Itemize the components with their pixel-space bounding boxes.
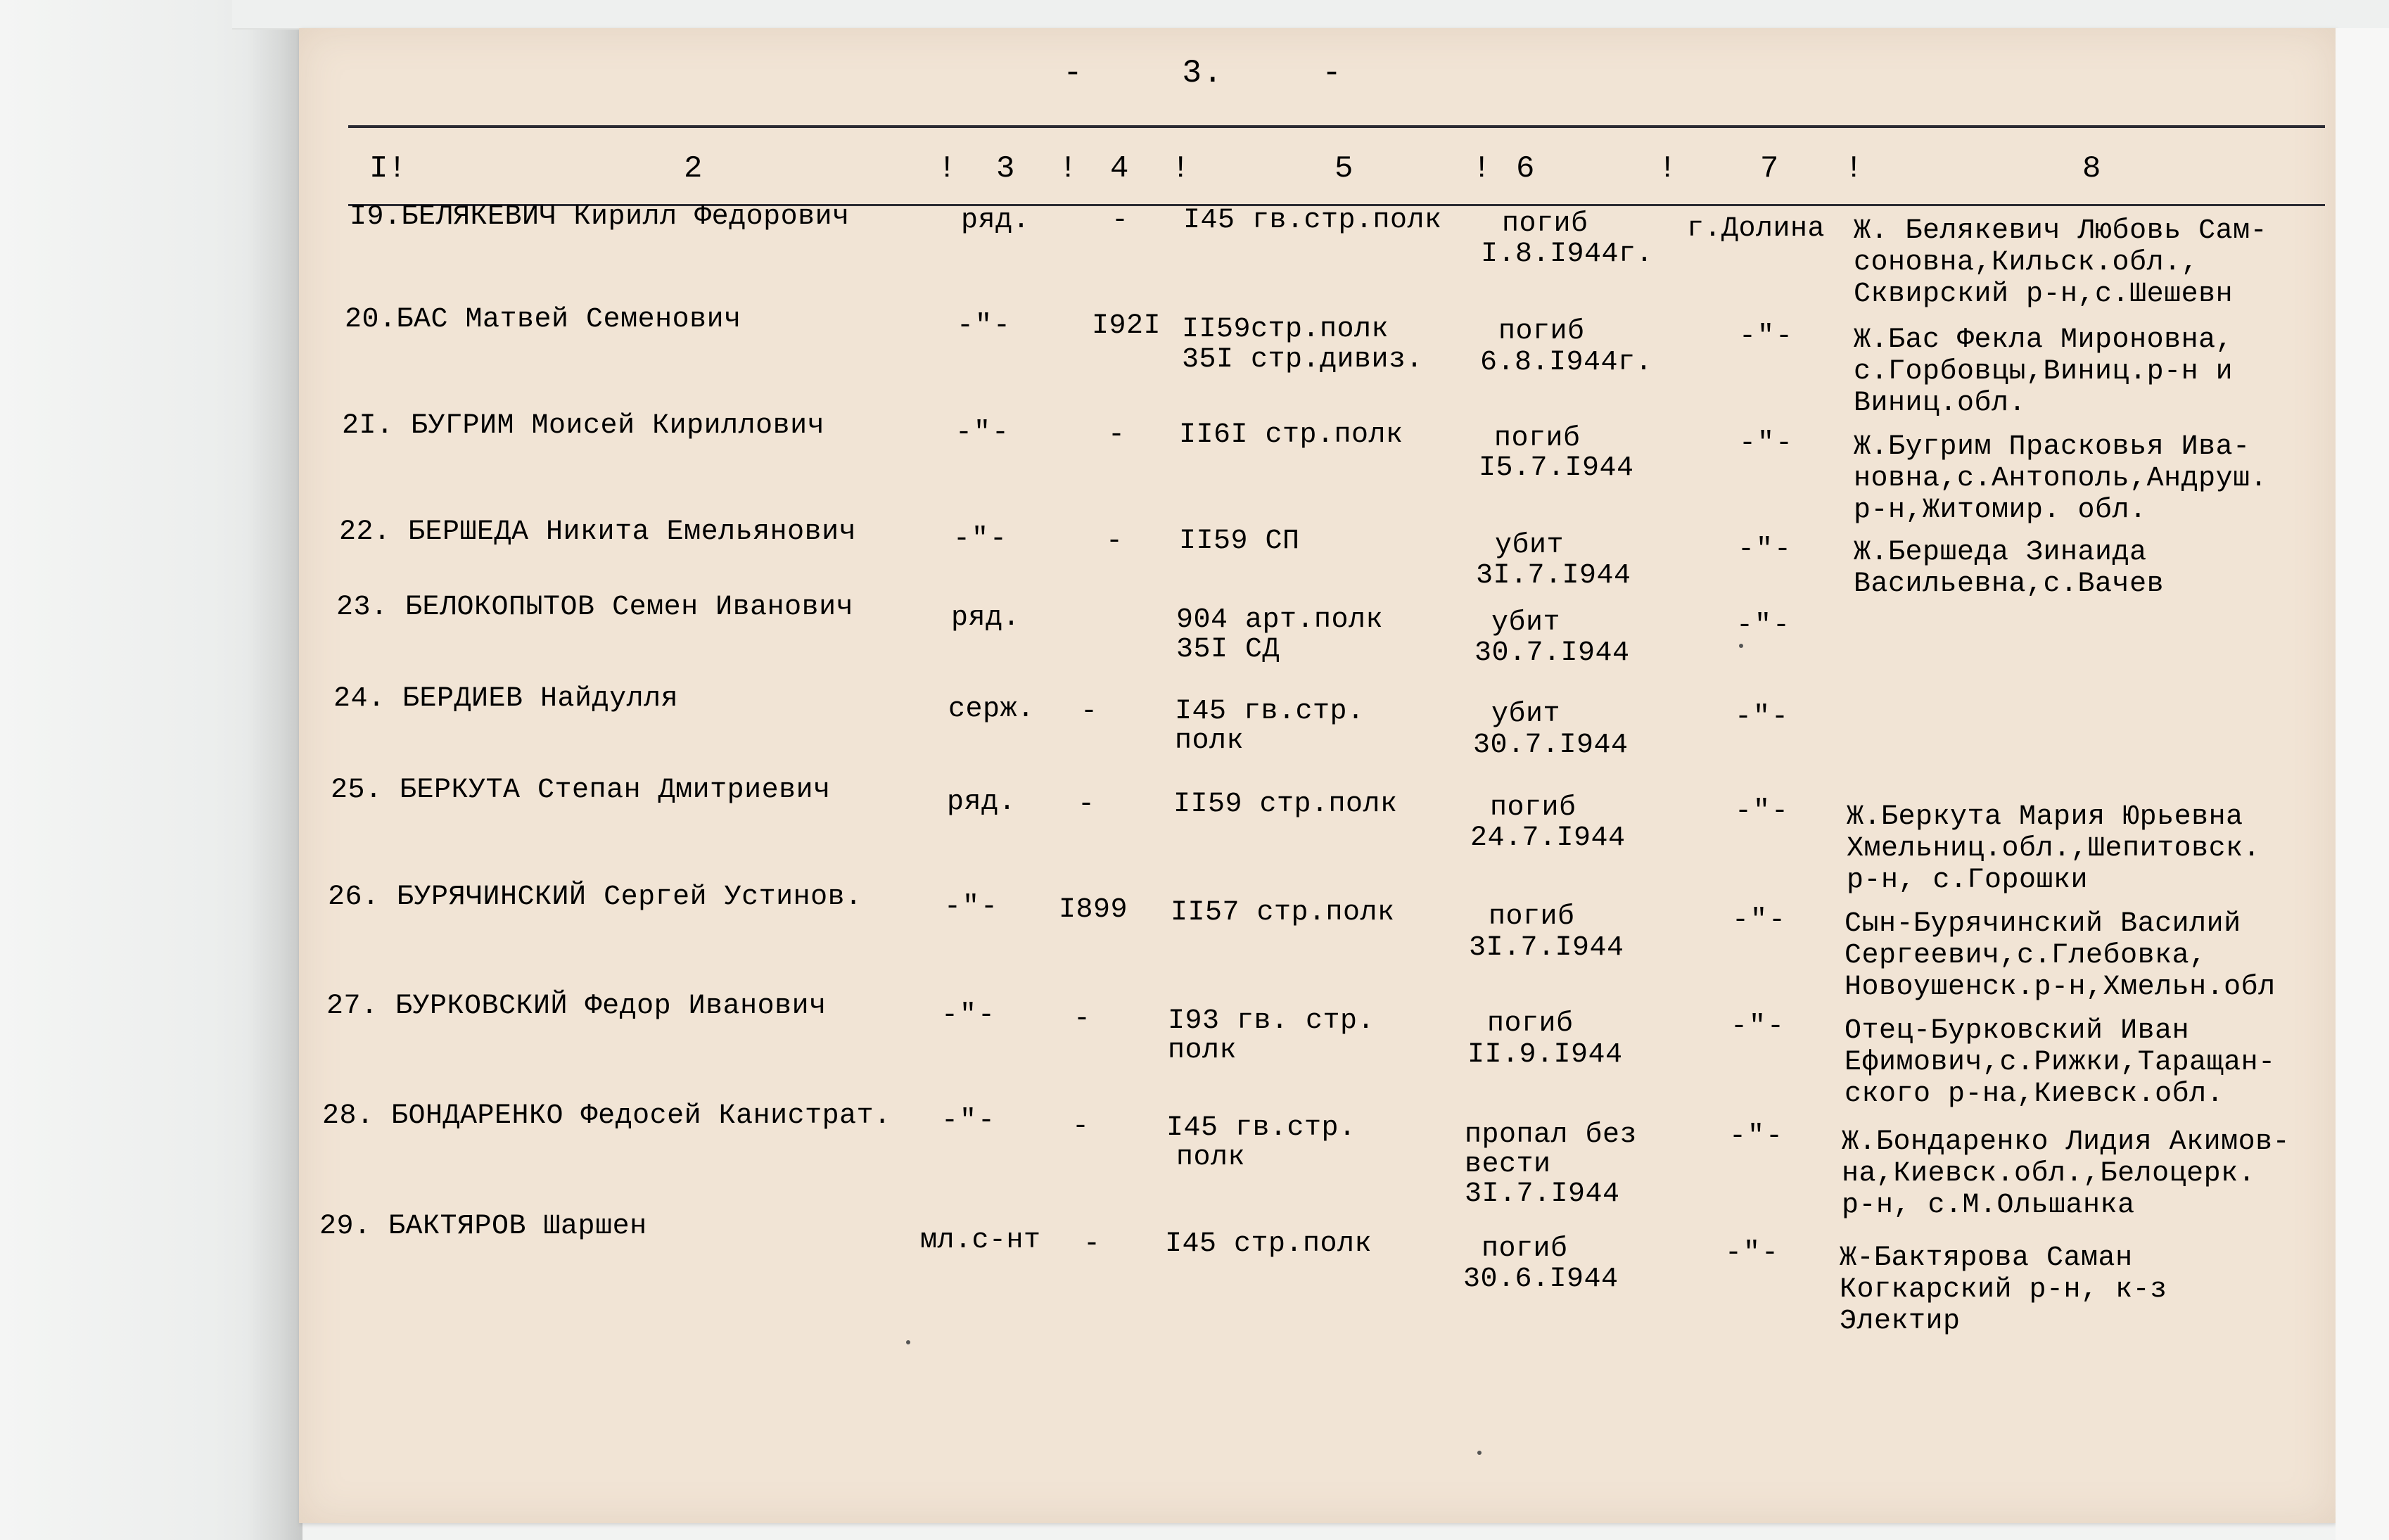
ink-speck	[906, 1340, 910, 1344]
cell-unit: полк	[1175, 725, 1244, 757]
column-header-4: 4	[1110, 151, 1129, 186]
cell-name: 2I. БУГРИМ Моисей Кириллович	[342, 410, 825, 442]
cell-fate: пропал без	[1465, 1119, 1638, 1151]
cell-relative: р-н, с.Горошки	[1847, 865, 2089, 896]
page-number-dash-left: -	[1063, 55, 1084, 91]
cell-year: -	[1106, 526, 1123, 557]
cell-year: -	[1081, 696, 1098, 727]
cell-place: -"-	[1738, 534, 1793, 566]
cell-rank: -"-	[944, 891, 1000, 923]
cell-relative: Сквирский р-н,с.Шешевн	[1854, 279, 2234, 310]
cell-place: -"-	[1739, 428, 1795, 459]
column-header-2: 2	[684, 151, 703, 186]
cell-relative: Ж.Бугрим Прасковья Ива-	[1854, 431, 2250, 463]
cell-date: 6.8.I944г.	[1480, 347, 1653, 378]
cell-relative: Васильевна,с.Вачев	[1854, 568, 2165, 600]
cell-fate: убит	[1491, 607, 1561, 639]
cell-place: -"-	[1732, 905, 1788, 936]
cell-relative: ского р-на,Киевск.обл.	[1845, 1078, 2224, 1110]
cell-unit: 904 арт.полк	[1176, 604, 1384, 636]
cell-relative: Когкарский р-н, к-з	[1840, 1274, 2167, 1306]
page-number-value: 3.	[1182, 55, 1224, 91]
cell-unit: 35I СД	[1176, 634, 1280, 666]
cell-unit: II59 стр.полк	[1173, 789, 1398, 820]
cell-place: -"-	[1736, 610, 1792, 642]
cell-unit: II57 стр.полк	[1171, 897, 1395, 929]
cell-date: 3I.7.I944	[1465, 1178, 1620, 1210]
cell-unit: II59 СП	[1179, 526, 1300, 557]
cell-name: I9.БЕЛЯКЕВИЧ Кирилл Федорович	[350, 201, 850, 233]
cell-rank: мл.с-нт	[920, 1225, 1041, 1256]
cell-place: -"-	[1735, 796, 1790, 827]
cell-fate: погиб	[1489, 901, 1575, 933]
cell-relative: р-н, с.М.Ольшанка	[1842, 1190, 2135, 1221]
cell-relative: Ж.Бондаренко Лидия Акимов-	[1842, 1126, 2291, 1158]
cell-place: -"-	[1725, 1237, 1780, 1269]
cell-fate: погиб	[1498, 316, 1585, 348]
cell-name: 20.БАС Матвей Семенович	[345, 304, 741, 336]
cell-year: -	[1111, 205, 1129, 236]
cell-date: 30.7.I944	[1474, 637, 1630, 669]
book-gutter	[246, 0, 302, 1540]
cell-relative: соновна,Кильск.обл.,	[1854, 247, 2199, 279]
right-background	[2336, 28, 2389, 1540]
column-header-5: 5	[1334, 151, 1353, 186]
cell-place: -"-	[1739, 321, 1795, 352]
cell-year: I92I	[1092, 310, 1161, 342]
column-separator: !	[1059, 151, 1078, 186]
cell-relative: Ж.Бершеда Зинаида	[1854, 537, 2147, 568]
cell-date: II.9.I944	[1467, 1039, 1623, 1071]
cell-date: I.8.I944г.	[1481, 238, 1654, 270]
cell-rank: -"-	[941, 1000, 997, 1031]
page-number-dash-right: -	[1322, 55, 1343, 91]
cell-relative: на,Киевск.обл.,Белоцерк.	[1842, 1158, 2256, 1190]
cell-name: 23. БЕЛОКОПЫТОВ Семен Иванович	[336, 592, 854, 623]
next-page-edge	[232, 0, 2389, 30]
cell-year: -	[1083, 1228, 1101, 1260]
cell-year: -	[1074, 1003, 1091, 1035]
cell-unit: полк	[1168, 1035, 1237, 1067]
cell-fate: погиб	[1502, 208, 1588, 240]
cell-relative: с.Горбовцы,Виниц.р-н и	[1854, 356, 2234, 388]
cell-name: 28. БОНДАРЕНКО Федосей Канистрат.	[322, 1100, 891, 1132]
cell-relative: Новоушенск.р-н,Хмельн.обл	[1845, 972, 2276, 1003]
ink-speck	[1739, 644, 1743, 648]
cell-fate: погиб	[1487, 1008, 1574, 1040]
cell-relative: Ж.Беркута Мария Юрьевна	[1847, 801, 2243, 833]
cell-relative: Ж-Бактярова Саман	[1840, 1242, 2133, 1274]
cell-date: I5.7.I944	[1479, 452, 1634, 484]
cell-date: 24.7.I944	[1470, 822, 1626, 854]
cell-relative: Ефимович,с.Рижки,Таращан-	[1845, 1047, 2276, 1078]
column-separator: !	[1171, 151, 1190, 186]
cell-relative: р-н,Житомир. обл.	[1854, 495, 2147, 526]
cell-rank: -"-	[957, 310, 1012, 342]
column-separator: !	[1845, 151, 1864, 186]
cell-rank: -"-	[941, 1105, 997, 1137]
column-header-1: I!	[369, 151, 407, 186]
column-separator: !	[938, 151, 957, 186]
cell-unit: I45 гв.стр.	[1166, 1112, 1356, 1144]
cell-place: -"-	[1729, 1121, 1785, 1152]
cell-rank: ряд.	[947, 787, 1017, 818]
cell-date: 3I.7.I944	[1476, 560, 1631, 592]
cell-fate: убит	[1495, 530, 1565, 561]
cell-unit: I45 стр.полк	[1165, 1228, 1372, 1260]
cell-name: 22. БЕРШЕДА Никита Емельянович	[339, 516, 857, 548]
column-header-7: 7	[1760, 151, 1779, 186]
cell-place: г.Долина	[1687, 213, 1826, 245]
cell-year: -	[1108, 419, 1126, 451]
cell-rank: серж.	[948, 694, 1035, 725]
cell-relative: Хмельниц.обл.,Шепитовск.	[1847, 833, 2261, 865]
cell-unit: II6I стр.полк	[1179, 419, 1403, 451]
cell-relative: Ж. Белякевич Любовь Сам-	[1854, 215, 2268, 247]
header-top-rule	[348, 125, 2325, 128]
cell-relative: Сергеевич,с.Глебовка,	[1845, 940, 2207, 972]
cell-name: 26. БУРЯЧИНСКИЙ Сергей Устинов.	[328, 882, 862, 913]
cell-fate: погиб	[1494, 423, 1581, 454]
cell-year: I899	[1059, 894, 1128, 926]
cell-date: 30.6.I944	[1463, 1264, 1619, 1295]
cell-rank: -"-	[953, 523, 1009, 555]
cell-date: 3I.7.I944	[1469, 932, 1624, 964]
cell-rank: ряд.	[951, 602, 1021, 634]
cell-rank: ряд.	[961, 205, 1031, 236]
cell-name: 24. БЕРДИЕВ Найдулля	[333, 683, 679, 715]
cell-relative: Сын-Бурячинский Василий	[1845, 908, 2241, 940]
cell-place: -"-	[1731, 1011, 1786, 1043]
cell-unit: 35I стр.дивиз.	[1182, 344, 1424, 376]
cell-rank: -"-	[955, 417, 1011, 449]
column-header-8: 8	[2082, 151, 2101, 186]
page-number	[886, 55, 1520, 91]
cell-relative: Отец-Бурковский Иван	[1845, 1015, 2190, 1047]
cell-name: 29. БАКТЯРОВ Шаршен	[319, 1211, 647, 1242]
column-separator: !	[1658, 151, 1677, 186]
cell-year: -	[1078, 789, 1095, 820]
column-header-6: 6	[1516, 151, 1535, 186]
cell-relative: Виниц.обл.	[1854, 388, 2027, 419]
cell-unit: II59стр.полк	[1182, 314, 1389, 345]
cell-relative: Ж.Бас Фекла Мироновна,	[1854, 324, 2234, 356]
cell-unit: полк	[1176, 1142, 1246, 1173]
cell-relative: Электир	[1840, 1306, 1961, 1337]
cell-unit: I45 гв.стр.	[1175, 696, 1365, 727]
ink-speck	[1477, 1451, 1482, 1455]
cell-year: -	[1072, 1111, 1090, 1143]
cell-relative: новна,с.Антополь,Андруш.	[1854, 463, 2268, 495]
column-header-3: 3	[996, 151, 1015, 186]
cell-unit: I45 гв.стр.полк	[1183, 205, 1442, 236]
cell-name: 25. БЕРКУТА Степан Дмитриевич	[331, 775, 831, 806]
cell-fate: убит	[1491, 699, 1561, 730]
cell-date: 30.7.I944	[1473, 730, 1629, 761]
cell-fate: погиб	[1482, 1233, 1568, 1265]
cell-name: 27. БУРКОВСКИЙ Федор Иванович	[326, 991, 827, 1022]
cell-fate: погиб	[1490, 792, 1576, 824]
cell-place: -"-	[1735, 701, 1790, 733]
cell-unit: I93 гв. стр.	[1168, 1005, 1375, 1037]
column-separator: !	[1472, 151, 1491, 186]
cell-fate: вести	[1465, 1149, 1551, 1181]
